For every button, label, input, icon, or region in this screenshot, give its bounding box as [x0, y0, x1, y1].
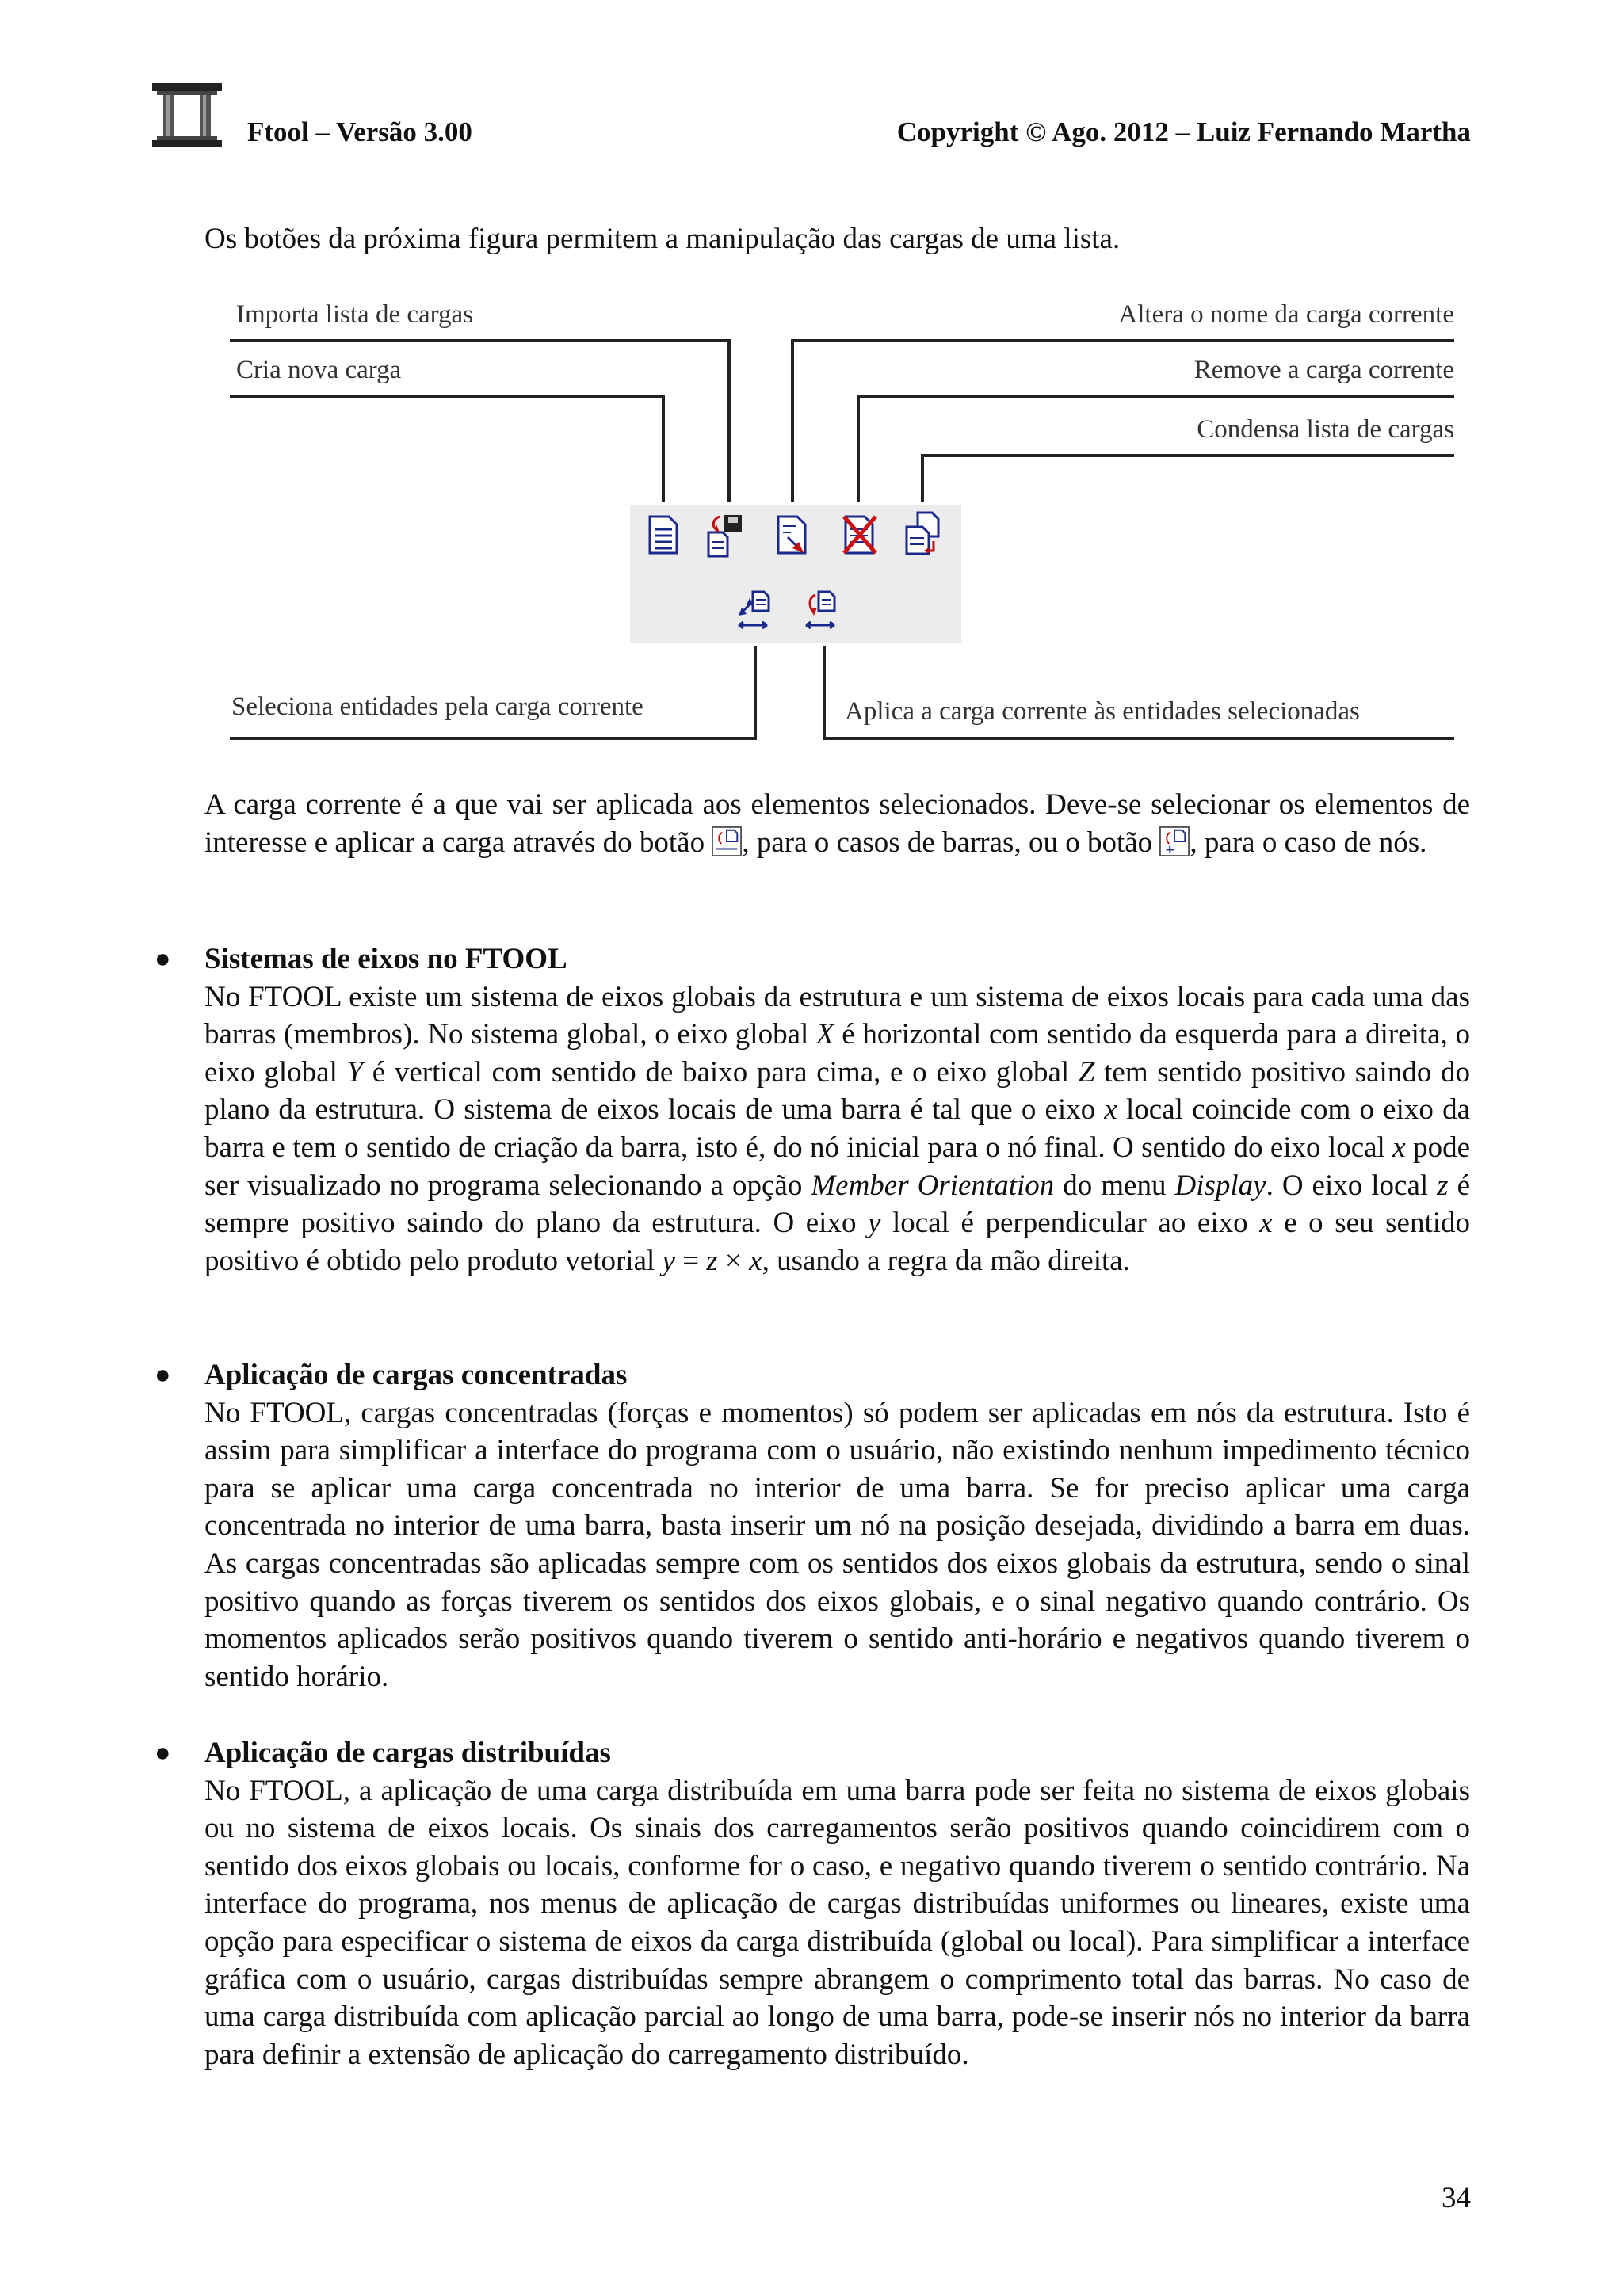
section-body: No FTOOL, a aplicação de uma carga distribuída em uma barra pode ser feita no sistema de eixos globais ou no sistema de eixos locais. Os sinais dos carregamentos serão positivos quando coincidirem com o sentido dos eixos globais ou locais, conforme for o caso, e negativo quando tiverem o sentido contrário. Na interface do programa, nos menus de aplicação de cargas distribuídas uniformes ou lineares, existe uma opção para especificar o sistema de eixos da carga distribuída (global ou local). Para simplificar a interface gráfica com o usuário, cargas distribuídas sempre abrangem o comprimento total das barras. No caso de uma carga distribuída com aplicação parcial ao longo de uma barra, pode-se inserir nós no interior da barra para definir a extensão de aplicação do carregamento distribuído.	[204, 1774, 1470, 2071]
current-load-text-2: , para o casos de barras, ou o botão	[742, 826, 1153, 859]
section-body: No FTOOL existe um sistema de eixos globais da estrutura e um sistema de eixos locais para cada uma das barras (membros). No sistema global, o eixo global X é horizontal com sentido da esquerda para a direita, o eixo global Y é vertical com sentido de baixo para cima, e o eixo global Z tem sentido positivo saindo do plano da estrutura. O sistema de eixos locais de uma barra é tal que o eixo x local coincide com o eixo da barra e tem o sentido de criação da barra, isto é, do nó inicial para o nó final. O sentido do eixo local x pode ser visualizado no programa selecionando a opção Member Orientation do menu Display. O eixo local z é sempre positivo saindo do plano da estrutura. O eixo y local é perpendicular ao eixo x e o seu sentido positivo é obtido pelo produto vetorial y = z × x, usando a regra da mão direita.	[204, 980, 1471, 1277]
label-condense-list: Condensa lista de cargas	[1197, 415, 1454, 444]
label-new-load: Cria nova carga	[236, 356, 402, 384]
intro-paragraph: Os botões da próxima figura permitem a manipulação das cargas de uma lista.	[204, 223, 1121, 255]
load-buttons-figure	[222, 297, 1458, 753]
header-title: Ftool – Versão 3.00	[247, 116, 472, 147]
bullet-icon: ●	[155, 1738, 171, 1768]
label-apply-load: Aplica a carga corrente às entidades selecionadas	[845, 697, 1360, 726]
label-import-list: Importa lista de cargas	[236, 300, 474, 329]
page-number: 34	[1442, 2182, 1471, 2214]
section-title: Sistemas de eixos no FTOOL	[204, 943, 567, 975]
rename-load-icon[interactable]	[778, 517, 805, 553]
section-title: Aplicação de cargas concentradas	[204, 1359, 628, 1391]
current-load-paragraph	[204, 786, 1470, 861]
label-rename-load: Altera o nome da carga corrente	[1118, 300, 1454, 329]
label-select-entities: Seleciona entidades pela carga corrente	[231, 692, 643, 721]
bullet-icon: ●	[155, 1360, 171, 1390]
section-concentrated-loads	[204, 1356, 1470, 1695]
current-load-text-3: , para o caso de nós.	[1190, 826, 1427, 859]
apply-to-nodes-icon	[1159, 826, 1190, 856]
current-load-text-1: A carga corrente é a que vai ser aplicada aos elementos selecionados. Deve-se selecionar os elementos de interesse e aplicar a carga através do botão	[204, 788, 1470, 859]
section-distributed-loads	[204, 1734, 1470, 2073]
bullet-icon: ●	[155, 944, 171, 974]
section-title: Aplicação de cargas distribuídas	[204, 1737, 611, 1769]
header-copyright: Copyright © Ago. 2012 – Luiz Fernando Martha	[896, 116, 1471, 147]
new-load-icon[interactable]	[650, 517, 677, 553]
section-body: No FTOOL, cargas concentradas (forças e momentos) só podem ser aplicadas em nós da estrutura. Isto é assim para simplificar a interface do programa com o usuário, não existindo nenhum impedimento técnico para se aplicar uma carga concentrada no interior de uma barra. Se for preciso aplicar uma carga concentrada no interior de uma barra, basta inserir um nó na posição desejada, dividindo a barra em duas. As cargas concentradas são aplicadas sempre com os sentidos dos eixos globais da estrutura, sendo o sinal positivo quando as forças tiverem os sentidos dos eixos globais, e o sinal negativo quando contrário. Os momentos aplicados serão positivos quando tiverem o sentido anti-horário e negativos quando tiverem o sentido horário.	[204, 1396, 1470, 1693]
label-remove-load: Remove a carga corrente	[1193, 356, 1454, 384]
section-axes	[204, 940, 1470, 1280]
ftool-logo-icon	[152, 83, 222, 147]
apply-to-members-icon	[712, 826, 742, 856]
remove-load-icon[interactable]	[844, 517, 876, 553]
